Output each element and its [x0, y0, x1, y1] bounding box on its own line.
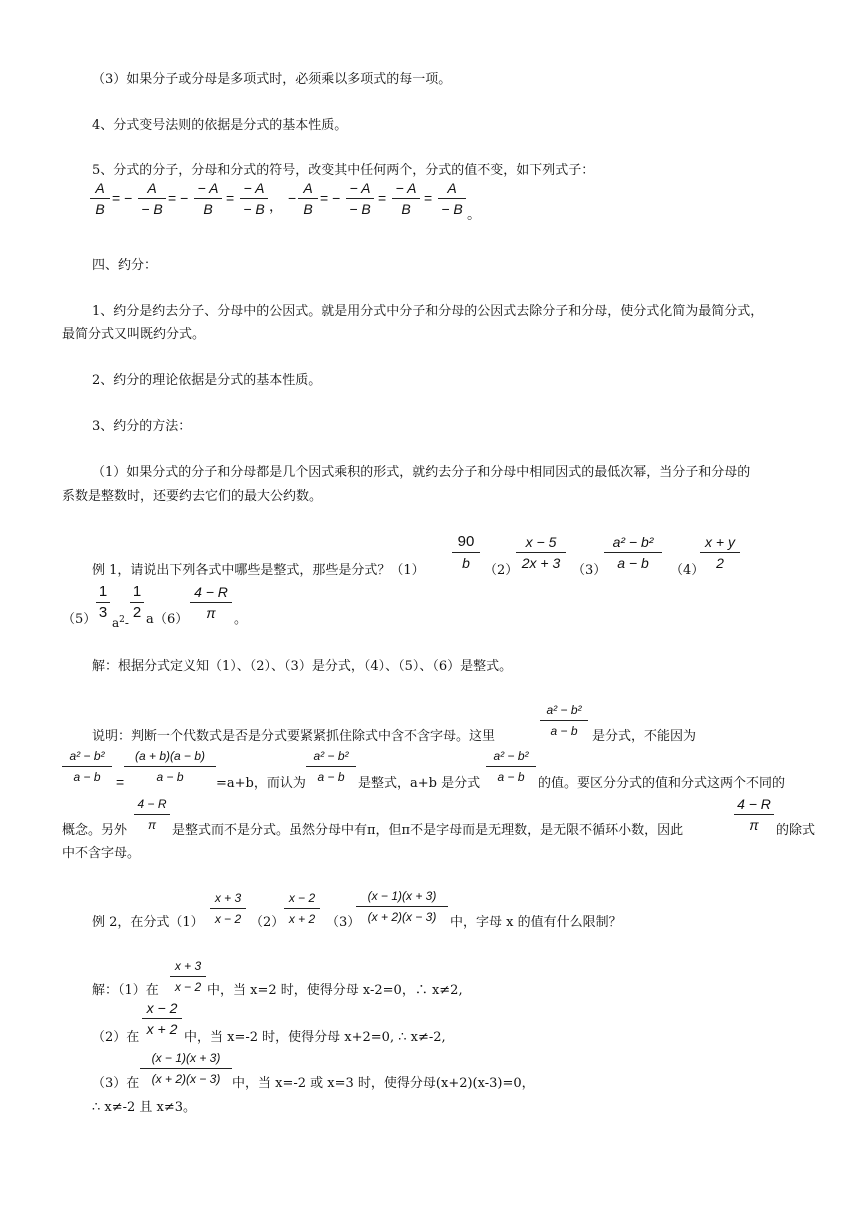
label: （2） [250, 915, 285, 930]
paragraph-reduction-definition: 1、约分是约去分子、分母中的公因式。就是用分式中分子和分母的公因式去除分子和分母，使分式化简为最简分式， [92, 304, 764, 319]
note-line-2c: 的值。要区分分式的值和分式这两个不同的 [538, 776, 786, 791]
fraction: 4 − R π [134, 796, 170, 833]
fraction: a² − b² a − b [486, 748, 536, 785]
label: （6） [154, 612, 189, 627]
note-line-4: 中不含字母。 [62, 846, 141, 861]
expression: $a^2-$ [112, 615, 129, 630]
fraction: x − 2 x + 2 [142, 1000, 182, 1037]
note-line-1b: 是分式，不能因为 [592, 729, 697, 744]
fraction: − A B [392, 180, 420, 217]
paragraph-multiply-polynomial: （3）如果分子或分母是多项式时，必须乘以多项式的每一项。 [92, 72, 452, 87]
fraction: a² − b² a − b [62, 748, 112, 785]
fraction: 1 3 [96, 584, 110, 621]
paragraph-sign-rule-basis: 4、分式变号法则的依据是分式的基本性质。 [92, 118, 348, 133]
fraction: 90 b [452, 534, 480, 571]
fraction: A − B [138, 180, 166, 217]
solution-2-line-2: （2）在 [92, 1030, 140, 1045]
label: （3） [572, 563, 607, 578]
paragraph-method-1: （1）如果分式的分子和分母都是几个因式乘积的形式，就约去分子和分母中相同因式的最低次幂，当分子和分母的 [92, 465, 751, 480]
note-line-2b: 是整式，a+b 是分式 [358, 776, 481, 791]
fraction: 4 − R π [190, 584, 232, 621]
fraction: a² − b² a − b [540, 702, 588, 739]
label: （3） [326, 915, 361, 930]
solution-2-line-3: （3）在 [92, 1076, 140, 1091]
example-2-question: 例 2，在分式（1） [92, 915, 204, 930]
solution-2-line-3b: 中，当 x=-2 或 x=3 时，使得分母(x+2)(x-3)=0， [232, 1076, 535, 1091]
fraction: 1 2 [130, 584, 144, 621]
fraction: (x − 1)(x + 3) (x + 2)(x − 3) [356, 888, 448, 925]
fraction: x + 3 x − 2 [170, 958, 206, 995]
fraction: 4 − R π [734, 796, 774, 833]
fraction: a² − b² a − b [306, 748, 356, 785]
note-line-3: 概念。另外 [62, 823, 128, 838]
section-title-reduction: 四、约分： [92, 258, 158, 273]
expression: a [146, 612, 154, 627]
note-line-1: 说明：判断一个代数式是否是分式要紧紧抓住除式中含不含字母。这里 [92, 729, 496, 744]
label: （4） [670, 563, 705, 578]
paragraph-sign-rule: 5、分式的分子，分母和分式的符号，改变其中任何两个，分式的值不变，如下列式子： [92, 163, 595, 178]
note-line-2: =a+b，而认为 [216, 776, 306, 791]
fraction: (a + b)(a − b) a − b [124, 748, 216, 785]
fraction: A − B [438, 180, 466, 217]
fraction: − A B [194, 180, 222, 217]
fraction: − A − B [346, 180, 374, 217]
equals: = [116, 774, 125, 790]
fraction: x − 2 x + 2 [284, 890, 320, 927]
solution-1: 解：根据分式定义知（1）、（2）、（3）是分式，（4）、（5）、（6）是整式。 [92, 659, 513, 674]
solution-2-line-2b: 中，当 x=-2 时，使得分母 x+2=0, ∴ x≠-2, [184, 1030, 446, 1045]
fraction: x + y 2 [700, 534, 740, 571]
example-2-question-end: 中，字母 x 的值有什么限制？ [450, 915, 622, 930]
fraction: A B [90, 180, 110, 217]
solution-2-line-1b: 中，当 x=2 时，使得分母 x-2=0，∴ x≠2, [207, 983, 463, 998]
paragraph-method-1-cont: 系数是整数时，还要约去它们的最大公约数。 [62, 489, 323, 504]
paragraph-reduction-method: 3、约分的方法： [92, 419, 192, 434]
example-1-question: 例 1，请说出下列各式中哪些是整式，那些是分式？（1） [92, 563, 425, 578]
solution-2-conclusion: ∴ x≠-2 且 x≠3。 [92, 1100, 197, 1115]
note-line-3b: 是整式而不是分式。虽然分母中有π，但π不是字母而是无理数，是无限不循环小数，因此 [172, 823, 684, 838]
fraction: a² − b² a − b [604, 534, 662, 571]
solution-2-line-1: 解：（1）在 [92, 983, 159, 998]
fraction: x − 5 2x + 3 [516, 534, 566, 571]
fraction: A B [298, 180, 318, 217]
paragraph-reduction-definition-cont: 最简分式又叫既约分式。 [62, 327, 206, 342]
punct: 。 [234, 612, 248, 627]
label: （5） [62, 612, 97, 627]
paragraph-reduction-basis: 2、约分的理论依据是分式的基本性质。 [92, 373, 322, 388]
note-line-3c: 的除式 [776, 823, 816, 838]
label: （2） [484, 563, 519, 578]
fraction: x + 3 x − 2 [210, 890, 246, 927]
fraction: − A − B [240, 180, 268, 217]
fraction: (x − 1)(x + 3) (x + 2)(x − 3) [140, 1050, 232, 1087]
